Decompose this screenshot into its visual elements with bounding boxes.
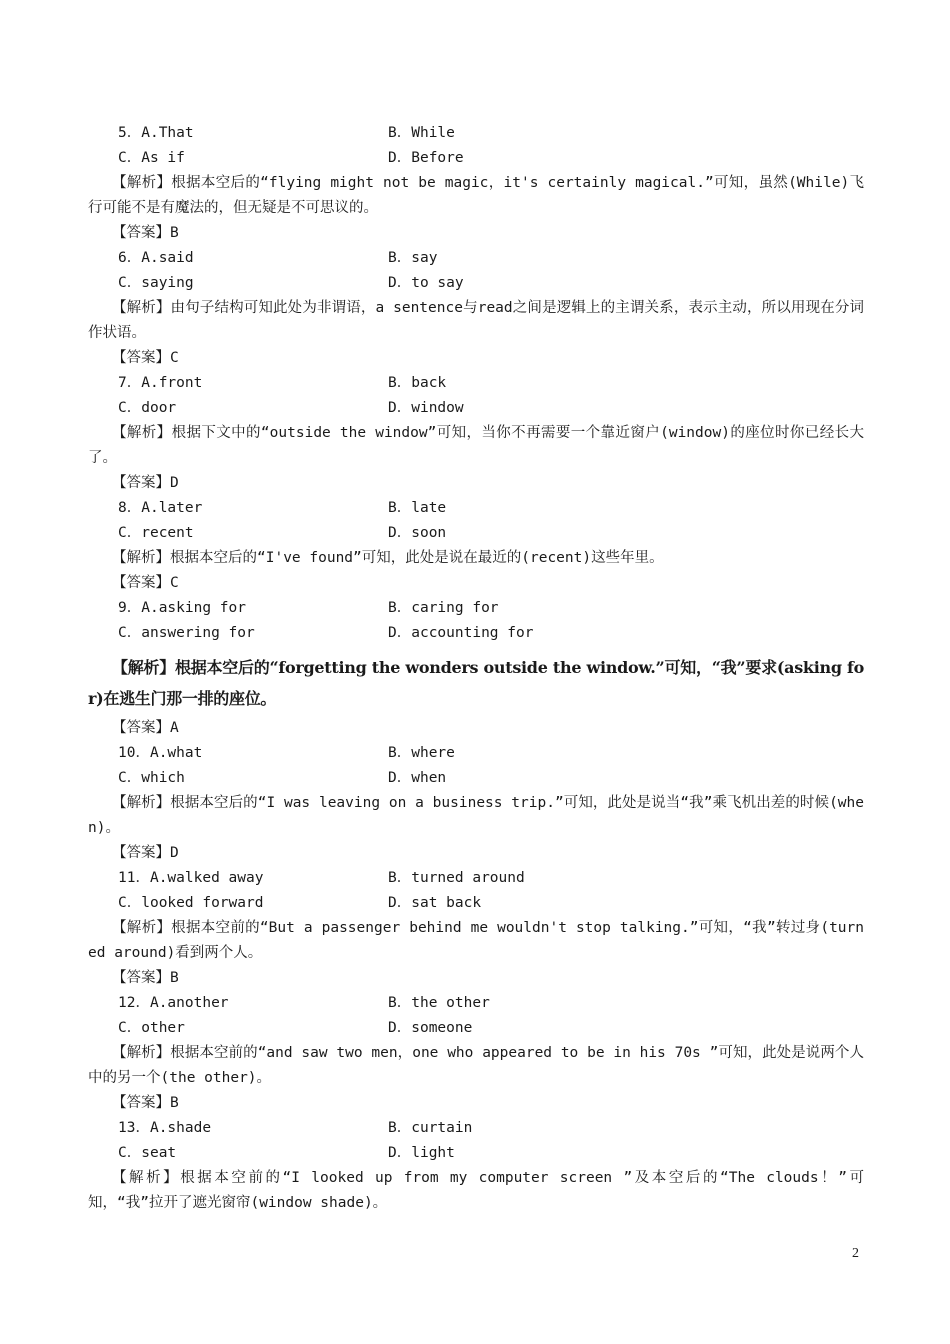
option-c: C．saying [118,275,194,291]
option-c: C．As if [118,150,185,166]
options-row [88,146,864,171]
options-row [88,496,864,521]
options-row [88,121,864,146]
page-number: 2 [852,1246,859,1261]
option-a: 13．A.shade [118,1120,212,1136]
option-a: 9．A.asking for [118,600,246,616]
option-a: 7．A.front [118,375,203,391]
option-d: D．Before [388,150,464,166]
option-a: 5．A.That [118,125,194,141]
explanation: 【解析】根据本空前的“I looked up from my computer screen ”及本空后的“The clouds！”可知，“我”拉开了遮光窗帘(window shade)。 [88,1170,864,1211]
option-c: C．seat [118,1145,177,1161]
answer: 【答案】B [112,970,179,986]
option-a: 12．A.another [118,995,229,1011]
option-a: 10．A.what [118,745,203,761]
options-row [88,891,864,916]
options-row [88,1116,864,1141]
options-row [88,521,864,546]
explanation: 【解析】根据本空后的“forgetting the wonders outside the window.”可知，“我”要求(asking for)在逃生门那一排的座位。 [88,658,864,708]
option-b: B．where [388,745,455,761]
option-b: B．the other [388,995,490,1011]
option-a: 6．A.said [118,250,194,266]
answer: 【答案】A [112,720,179,736]
option-d: D．window [388,400,464,416]
explanation: 【解析】根据本空前的“and saw two men，one who appeared to be in his 70s ”可知，此处是说两个人中的另一个(the other)。 [88,1045,864,1086]
answer: 【答案】B [112,225,179,241]
option-b: B．turned around [388,870,525,886]
option-d: D．when [388,770,447,786]
option-c: C．other [118,1020,185,1036]
option-c: C．answering for [118,625,255,641]
options-row [88,271,864,296]
options-row [88,991,864,1016]
option-b: B．say [388,250,438,266]
answer: 【答案】C [112,350,179,366]
option-b: B．back [388,375,447,391]
answer: 【答案】D [112,475,179,491]
option-b: B．While [388,125,455,141]
options-row [88,766,864,791]
options-row [88,741,864,766]
option-c: C．which [118,770,185,786]
option-d: D．soon [388,525,447,541]
options-row [88,621,864,646]
answer-key-content [88,121,864,1216]
option-d: D．someone [388,1020,473,1036]
option-d: D．to say [388,275,464,291]
options-row [88,396,864,421]
options-row [88,1141,864,1166]
option-b: B．caring for [388,600,499,616]
option-b: B．late [388,500,447,516]
explanation: 【解析】根据本空后的“flying might not be magic，it's certainly magical.”可知，虽然(While)飞行可能不是有魔法的，但无疑是不可思议的。 [88,175,864,216]
option-c: C．door [118,400,177,416]
explanation: 【解析】根据本空后的“I was leaving on a business trip.”可知，此处是说当“我”乘飞机出差的时候(when)。 [88,795,864,836]
answer: 【答案】C [112,575,179,591]
explanation: 【解析】根据下文中的“outside the window”可知，当你不再需要一个靠近窗户(window)的座位时你已经长大了。 [88,425,864,466]
explanation: 【解析】根据本空前的“But a passenger behind me wouldn't stop talking.”可知，“我”转过身(turned around)看到两个人。 [88,920,864,961]
option-b: B．curtain [388,1120,473,1136]
option-d: D．accounting for [388,625,534,641]
option-a: 8．A.later [118,500,203,516]
option-d: D．sat back [388,895,482,911]
answer: 【答案】D [112,845,179,861]
option-a: 11．A.walked away [118,870,264,886]
options-row [88,1016,864,1041]
explanation: 【解析】由句子结构可知此处为非谓语，a sentence与read之间是逻辑上的主谓关系，表示主动，所以用现在分词作状语。 [88,300,864,341]
option-c: C．looked forward [118,895,264,911]
answer: 【答案】B [112,1095,179,1111]
options-row [88,866,864,891]
option-c: C．recent [118,525,194,541]
option-d: D．light [388,1145,455,1161]
explanation: 【解析】根据本空后的“I've found”可知，此处是说在最近的(recent)这些年里。 [112,550,664,566]
options-row [88,596,864,621]
options-row [88,371,864,396]
options-row [88,246,864,271]
